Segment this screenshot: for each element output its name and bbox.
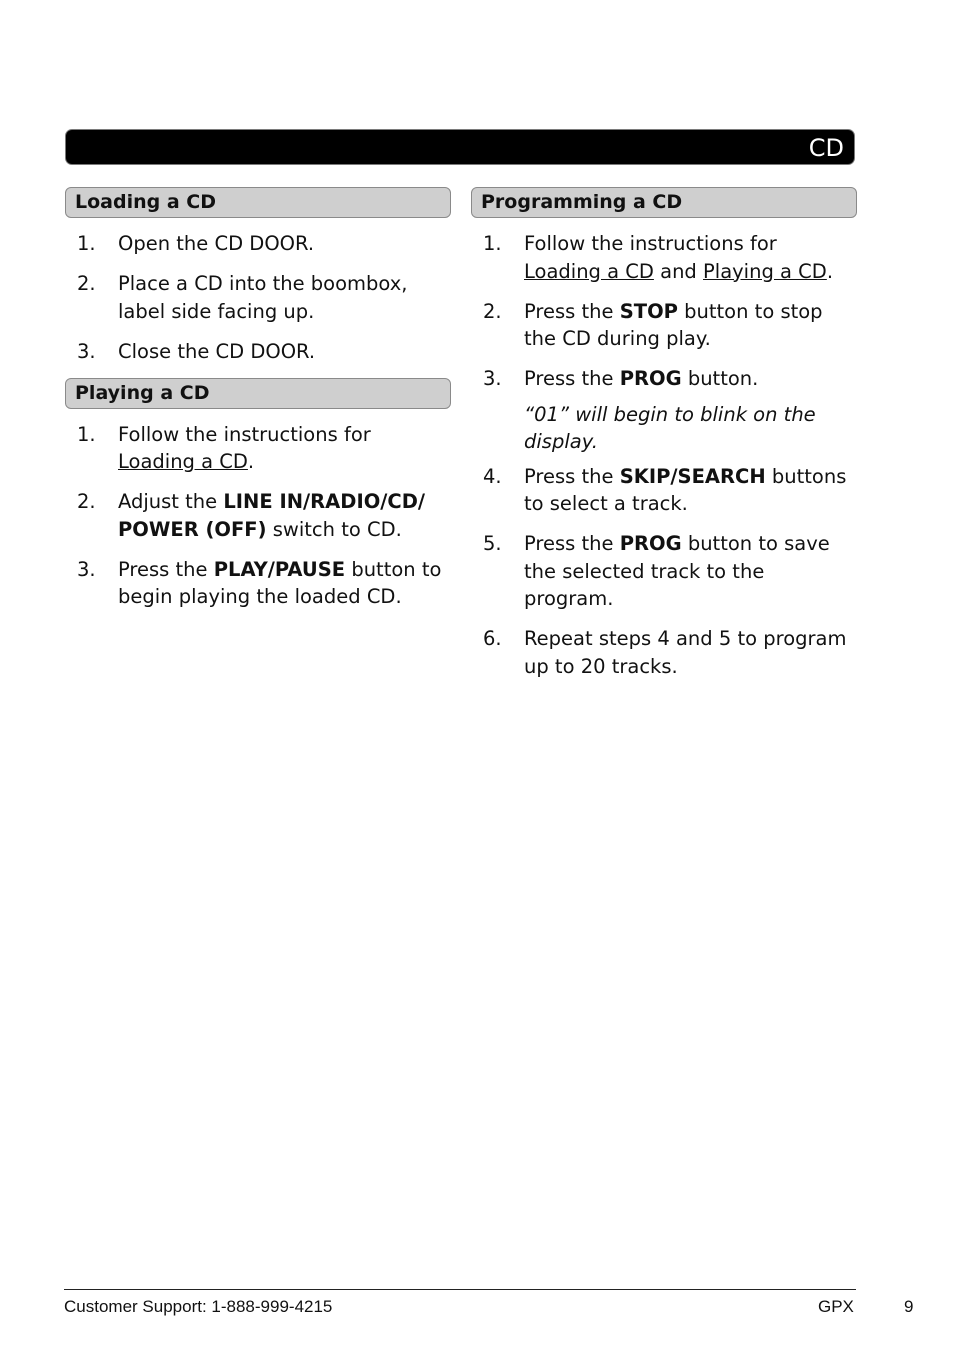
button-label: PROG: [619, 532, 682, 555]
step-text: button to stop the CD during play.: [524, 299, 823, 350]
step-text: Follow the instructions for: [118, 422, 371, 446]
step-text: Place a CD into the boombox, label side facing up.: [118, 272, 408, 323]
step-number: 2.: [77, 490, 96, 513]
button-label: PLAY/PAUSE: [213, 557, 346, 581]
step-text: Repeat steps 4 and 5 to program up to 20 tracks.: [524, 627, 847, 678]
customer-support: Customer Support: 1-888-999-4215: [64, 1297, 333, 1316]
step-number: 2.: [483, 299, 502, 323]
playing-step: [65, 556, 451, 611]
step-number: 4.: [483, 464, 502, 488]
step-number: 3.: [483, 367, 502, 390]
step-text: Press the: [524, 367, 620, 390]
step-number: 1.: [483, 232, 502, 255]
page-number: 9: [904, 1297, 914, 1316]
step-text: Follow the instructions for: [524, 232, 777, 255]
loading-step: [65, 338, 451, 366]
programming-step: [471, 463, 857, 518]
programming-step: [471, 530, 857, 613]
step-text: button.: [681, 367, 759, 390]
step-number: 3.: [77, 339, 96, 363]
step-text: button to begin playing the loaded CD.: [118, 557, 442, 608]
playing-step: [65, 488, 451, 543]
step-text: Open the CD DOOR.: [118, 232, 315, 255]
brand-name: GPX: [818, 1297, 854, 1316]
programming-step: [471, 230, 857, 285]
footer-divider: [64, 1289, 856, 1290]
section-title-bar: [65, 129, 855, 165]
playing-step: [65, 421, 451, 476]
programming-steps: [471, 230, 857, 680]
button-label: STOP: [619, 299, 678, 323]
playing-link[interactable]: Playing a CD: [703, 259, 827, 283]
loading-step: [65, 270, 451, 325]
button-label: PROG: [619, 367, 682, 390]
step-number: 5.: [483, 532, 502, 555]
playing-steps: [65, 421, 451, 611]
programming-step: [471, 365, 857, 393]
step-text: Press the: [524, 464, 620, 488]
loading-link[interactable]: Loading a CD: [118, 450, 248, 473]
button-label: SKIP/SEARCH: [619, 464, 766, 488]
step-number: 3.: [77, 557, 96, 581]
programming-step: [471, 625, 857, 680]
section-title: CD: [808, 134, 844, 162]
step-number: 2.: [77, 272, 96, 295]
step-number: 6.: [483, 627, 502, 650]
playing-heading: Playing a CD: [65, 378, 451, 409]
step-text: Press the: [118, 557, 214, 581]
loading-step: [65, 230, 451, 258]
step-text: Close the CD DOOR.: [118, 339, 316, 363]
step-text: Press the: [524, 299, 620, 323]
step-text: button to save the selected track to the program.: [524, 532, 830, 610]
loading-heading: Loading a CD: [65, 187, 451, 218]
step-number: 1.: [77, 232, 96, 255]
programming-step: [471, 298, 857, 353]
step-text: .: [247, 450, 255, 473]
left-column: [65, 187, 451, 623]
switch-label: LINE IN/RADIO/CD/ POWER (OFF): [118, 490, 426, 541]
step-text: switch to CD.: [266, 517, 402, 541]
loading-steps: [65, 230, 451, 365]
step-text: Press the: [524, 532, 620, 555]
loading-link[interactable]: Loading a CD: [524, 259, 654, 283]
programming-heading: Programming a CD: [471, 187, 857, 218]
step-text: buttons to select a track.: [524, 464, 847, 515]
step-text: and: [653, 259, 704, 283]
step-text: .: [826, 259, 834, 283]
right-column: [471, 187, 857, 693]
step-number: 1.: [77, 422, 96, 446]
step-text: Adjust the: [118, 490, 224, 513]
display-note: “01” will begin to blink on the display.: [524, 402, 816, 453]
